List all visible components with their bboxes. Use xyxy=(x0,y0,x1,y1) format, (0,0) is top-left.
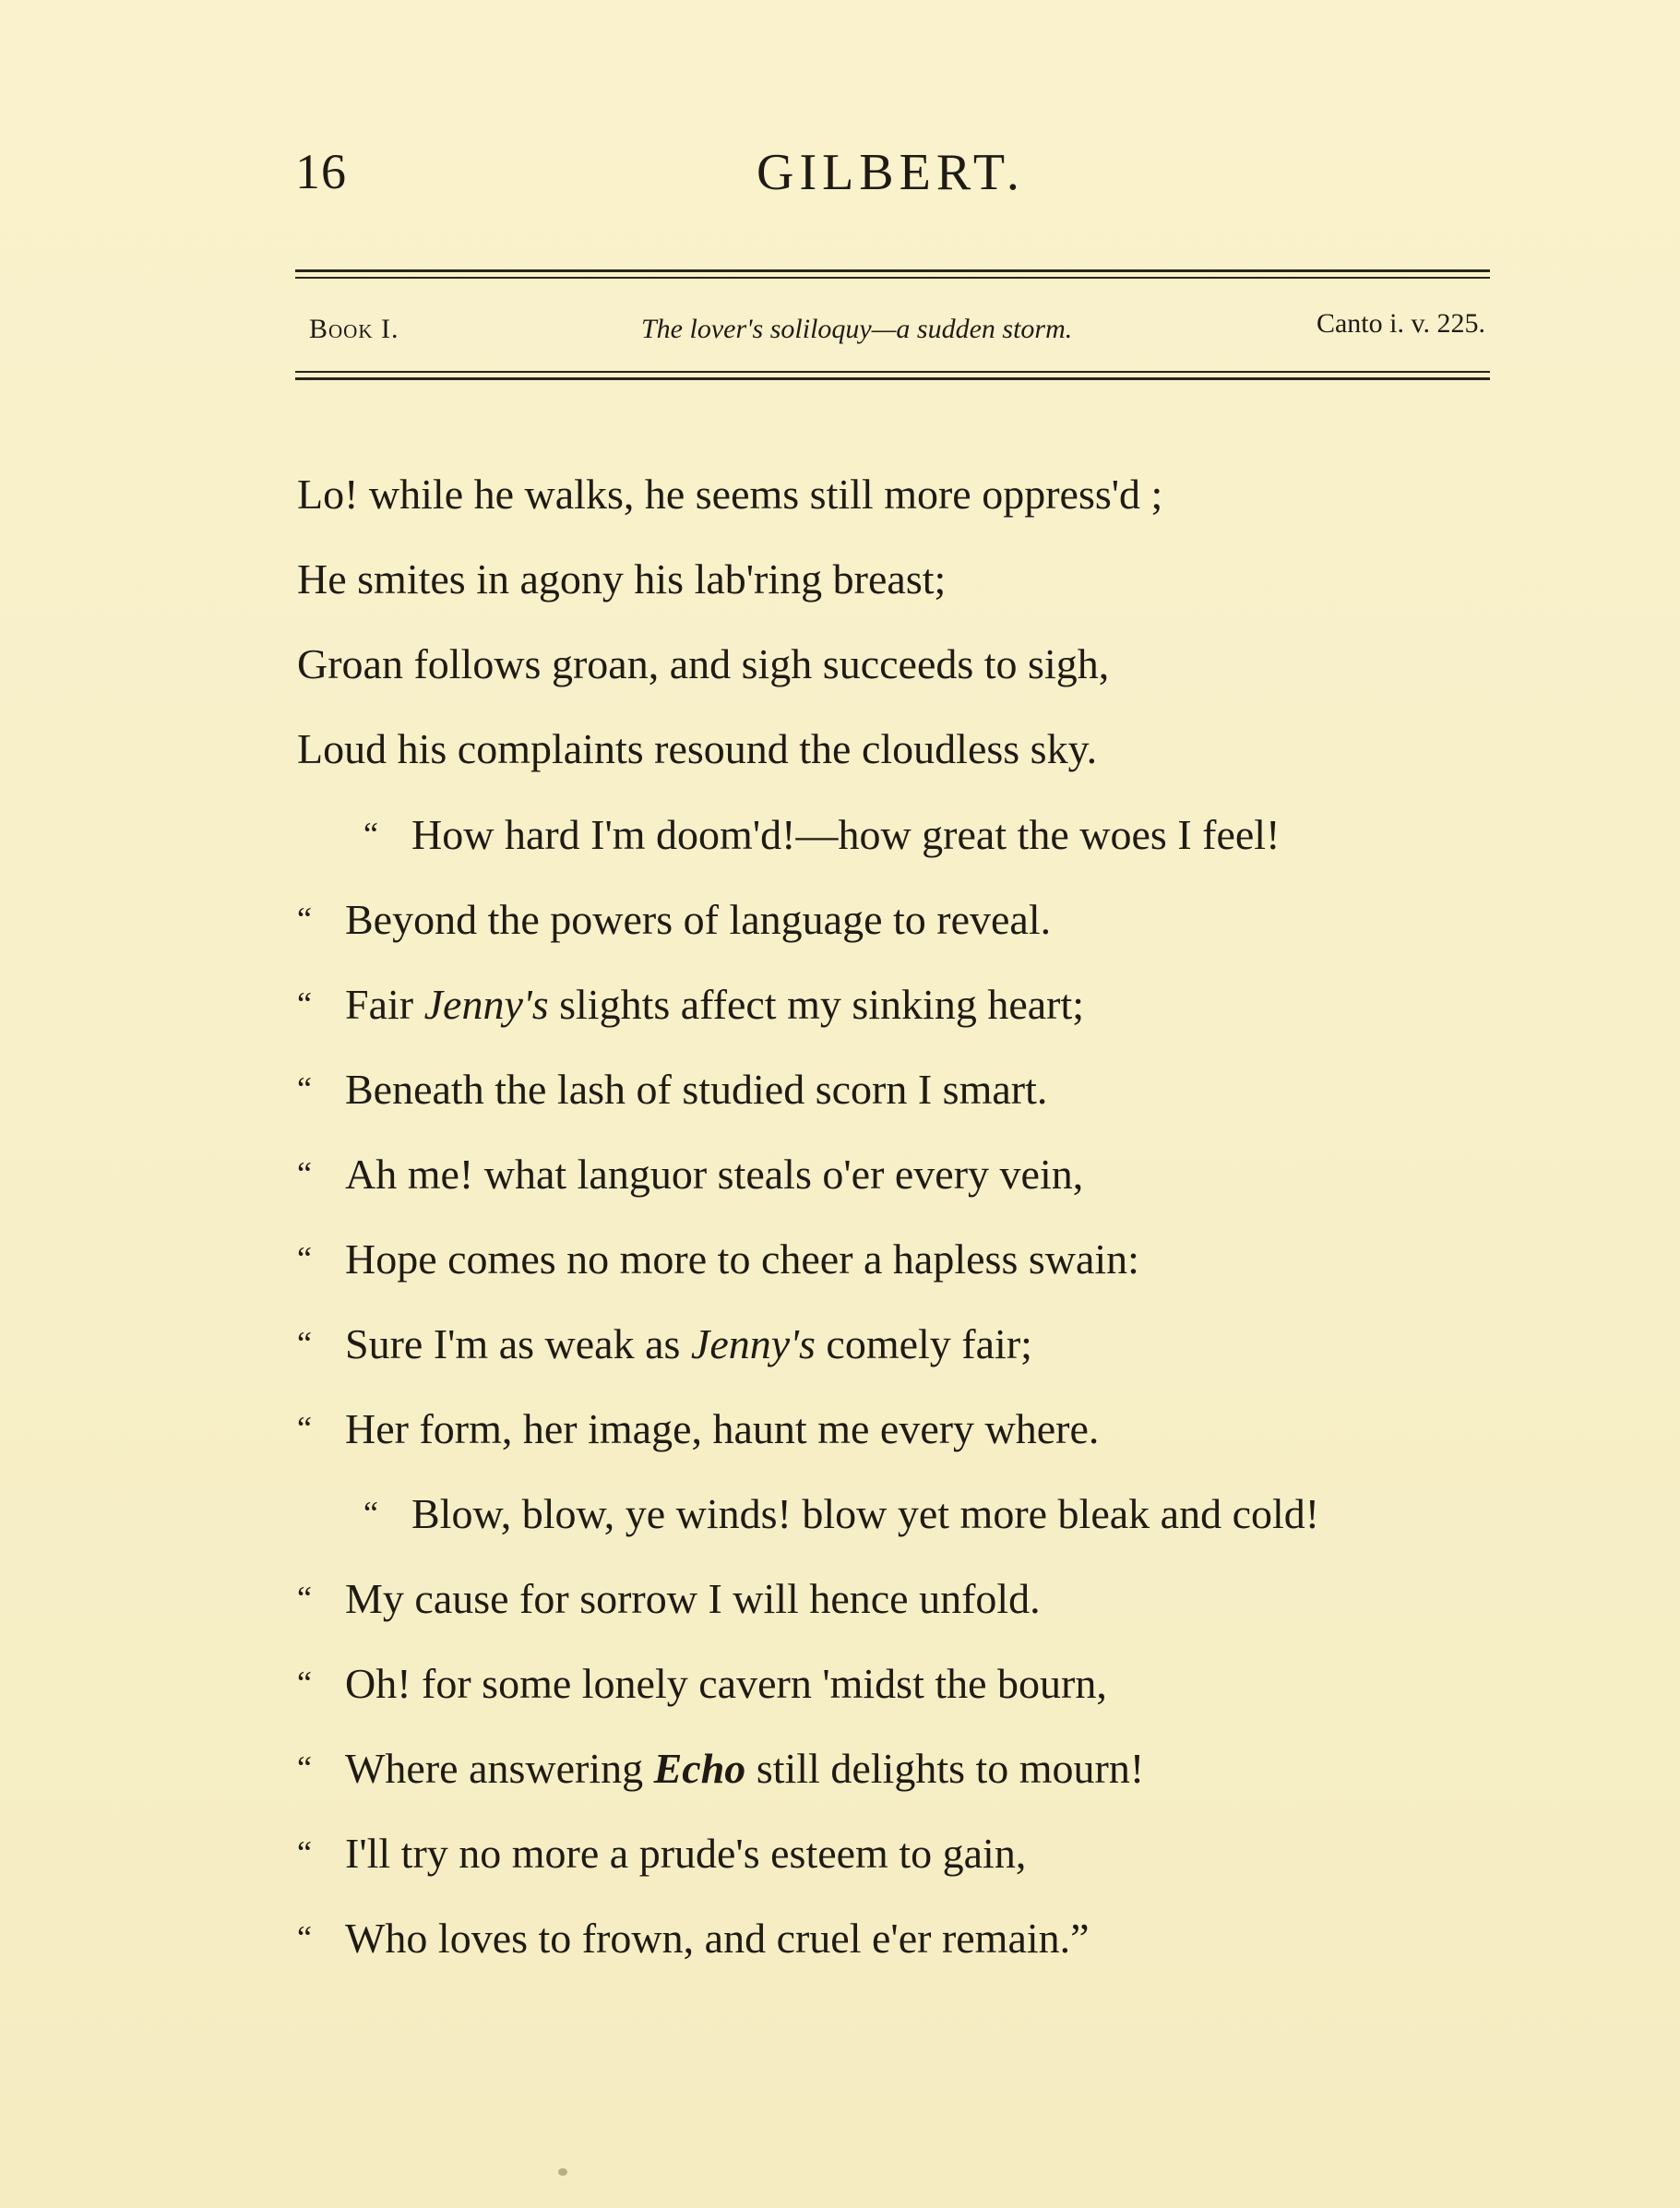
open-quote-mark: “ xyxy=(297,1919,312,1956)
open-quote-mark: “ xyxy=(297,1155,312,1192)
poem-line: “ Ah me! what languor steals o'er every vein, xyxy=(297,1131,1533,1216)
open-quote-mark: “ xyxy=(297,1410,312,1447)
bottom-rule-upper xyxy=(295,371,1490,373)
poem-line: Loud his complaints resound the cloudless sky. xyxy=(297,725,1098,772)
name-jenny: Jenny's xyxy=(690,1320,816,1367)
bottom-rule-lower xyxy=(295,377,1490,380)
running-title: GILBERT. xyxy=(757,144,1025,201)
open-quote-mark: “ xyxy=(297,1580,312,1617)
open-quote-mark: “ xyxy=(297,901,312,937)
section-summary: The lover's soliloquy—a sudden storm. xyxy=(641,314,1073,344)
open-quote-mark: “ xyxy=(297,985,312,1022)
poem-line: “ Blow, blow, ye winds! blow yet more bleak and cold! xyxy=(297,1471,1533,1556)
poem-line: “ Who loves to frown, and cruel e'er remain.” xyxy=(297,1895,1533,1980)
poem-line: Lo! while he walks, he seems still more oppress'd ; xyxy=(297,471,1163,518)
poem-body xyxy=(297,452,1533,1980)
poem-line: “ Fair Jenny's slights affect my sinking heart; xyxy=(297,961,1533,1046)
book-label: Book I. xyxy=(309,314,399,344)
poem-line: He smites in agony his lab'ring breast; xyxy=(297,555,947,603)
open-quote-mark: “ xyxy=(363,1495,378,1532)
open-quote-mark: “ xyxy=(297,1834,312,1871)
poem-line: “ Beneath the lash of studied scorn I smart. xyxy=(297,1046,1533,1131)
poem-line: “ Beyond the powers of language to reveal. xyxy=(297,877,1533,961)
open-quote-mark: “ xyxy=(297,1325,312,1362)
poem-line: Groan follows groan, and sigh succeeds to sigh, xyxy=(297,640,1110,687)
paper-speck xyxy=(558,2168,567,2176)
name-echo: Echo xyxy=(653,1745,746,1792)
open-quote-mark: “ xyxy=(297,1749,312,1786)
poem-line: “ Hope comes no more to cheer a hapless swain: xyxy=(297,1216,1533,1301)
poem-line: “ My cause for sorrow I will hence unfold. xyxy=(297,1556,1533,1641)
page-header xyxy=(295,143,1495,217)
poem-line: “ Oh! for some lonely cavern 'midst the bourn, xyxy=(297,1641,1533,1725)
open-quote-mark: “ xyxy=(363,816,378,853)
poem-line: “ Where answering Echo still delights to mourn! xyxy=(297,1725,1533,1810)
canto-verse-label: Canto i. v. 225. xyxy=(1316,308,1485,339)
open-quote-mark: “ xyxy=(297,1070,312,1107)
open-quote-mark: “ xyxy=(297,1665,312,1701)
poem-line: “ How hard I'm doom'd!—how great the woes I feel! xyxy=(297,792,1533,877)
poem-line: “ Her form, her image, haunt me every where. xyxy=(297,1386,1533,1471)
top-rule-lower xyxy=(295,277,1490,279)
open-quote-mark: “ xyxy=(297,1240,312,1277)
poem-line: “ I'll try no more a prude's esteem to gain, xyxy=(297,1810,1533,1895)
page-number: 16 xyxy=(295,144,347,199)
poem-line: “ Sure I'm as weak as Jenny's comely fair; xyxy=(297,1301,1533,1386)
top-rule-upper xyxy=(295,269,1490,272)
name-jenny: Jenny's xyxy=(423,981,549,1028)
section-header xyxy=(309,308,1485,360)
